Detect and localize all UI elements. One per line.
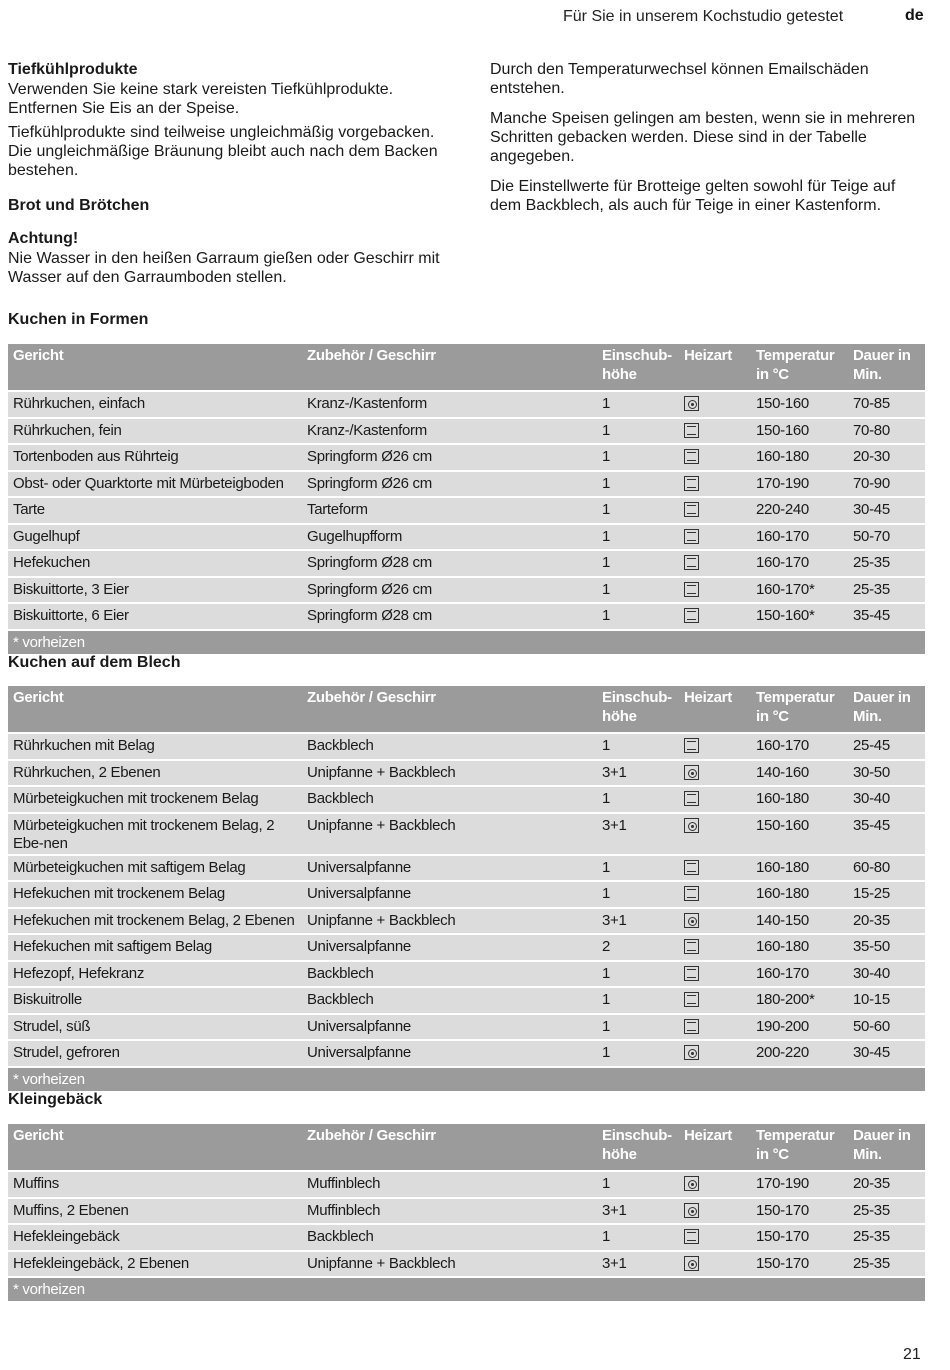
cell-zubehoer: Backblech: [307, 964, 374, 982]
table-row: [8, 960, 925, 987]
tiefkuehl-paragraph-2: Tiefkühlprodukte sind teilweise ungleichmäßig vorgebacken. Die ungleichmäßige Bräunung bleibt auch nach dem Backen bestehen.: [8, 124, 438, 179]
cell-gericht: Rührkuchen, einfach: [13, 395, 145, 412]
cell-dauer: 25-35: [853, 1254, 890, 1272]
cell-zubehoer: Kranz-/Kastenform: [307, 395, 427, 412]
table-row: [8, 1223, 925, 1250]
cell-einschub: 1: [602, 501, 611, 518]
header-cell-gericht: Gericht: [13, 1127, 64, 1144]
hot-air-fan-icon: [684, 913, 699, 928]
cell-einschub: 1: [602, 790, 611, 807]
table-row: [8, 732, 925, 759]
top-bottom-heat-icon: [684, 423, 699, 438]
hot-air-fan-icon: [684, 1045, 699, 1060]
header-cell-dauer: Dauer in Min.: [853, 1127, 911, 1163]
cell-heizart: [679, 1252, 751, 1277]
table-row: [8, 1039, 925, 1066]
table-row: [8, 443, 925, 470]
cell-gericht: Tarte: [13, 501, 45, 518]
table-header-row: [8, 344, 925, 390]
cell-dauer: 25-35: [853, 1201, 890, 1219]
cell-dauer: 10-15: [853, 991, 890, 1008]
top-bottom-heat-icon: [684, 791, 699, 806]
tiefkuehl-heading: Tiefkühlprodukte: [8, 61, 138, 78]
cell-temperatur: 150-160*: [756, 607, 815, 624]
cell-zubehoer: Unipfanne + Backblech: [307, 911, 456, 929]
table-row: [8, 1013, 925, 1040]
cell-temperatur: 190-200: [756, 1017, 809, 1035]
header-cell-einschub: Einschub-höhe: [602, 689, 672, 725]
cell-heizart: [679, 734, 751, 759]
top-bottom-heat-icon: [684, 502, 699, 517]
cell-temperatur: 140-160: [756, 763, 809, 781]
section-title-kleingebaeck: Kleingebäck: [8, 1091, 103, 1108]
cell-gericht: Gugelhupf: [13, 527, 80, 545]
cell-temperatur: 150-160: [756, 395, 809, 412]
cell-einschub: 1: [602, 607, 611, 624]
cell-temperatur: 160-180: [756, 790, 809, 807]
cell-gericht: Obst- oder Quarktorte mit Mürbeteigboden: [13, 474, 284, 492]
cell-dauer: 30-45: [853, 501, 890, 518]
header-cell-heizart: Heizart: [684, 1127, 732, 1144]
cell-zubehoer: Backblech: [307, 737, 374, 754]
cell-einschub: 1: [602, 421, 611, 439]
cell-gericht: Muffins, 2 Ebenen: [13, 1201, 129, 1219]
hot-air-fan-icon: [684, 1203, 699, 1218]
top-bottom-heat-icon: [684, 1019, 699, 1034]
top-bottom-heat-icon: [684, 476, 699, 491]
cell-heizart: [679, 419, 751, 444]
cell-temperatur: 150-160: [756, 421, 809, 439]
cell-zubehoer: Unipfanne + Backblech: [307, 816, 456, 834]
cell-heizart: [679, 578, 751, 603]
cell-zubehoer: Muffinblech: [307, 1175, 381, 1192]
cell-temperatur: 160-170: [756, 527, 809, 545]
cell-dauer: 25-35: [853, 1228, 890, 1245]
header-title: Für Sie in unserem Kochstudio getestet: [563, 8, 844, 25]
cell-einschub: 3+1: [602, 816, 627, 834]
top-bottom-heat-icon: [684, 1229, 699, 1244]
cell-zubehoer: Universalpfanne: [307, 938, 411, 955]
cell-zubehoer: Universalpfanne: [307, 885, 411, 902]
table-row: [8, 523, 925, 550]
cell-dauer: 20-35: [853, 1175, 890, 1192]
table-header-row: [8, 1124, 925, 1170]
cell-einschub: 1: [602, 580, 611, 598]
header-cell-heizart: Heizart: [684, 347, 732, 364]
cell-temperatur: 160-180: [756, 448, 809, 465]
cell-heizart: [679, 1015, 751, 1040]
cell-gericht: Hefekuchen mit trockenem Belag, 2 Ebenen: [13, 911, 295, 929]
page-number: 21: [903, 1346, 921, 1363]
cell-einschub: 1: [602, 1044, 611, 1061]
header-cell-gericht: Gericht: [13, 689, 64, 706]
header-cell-heizart: Heizart: [684, 689, 732, 706]
top-bottom-heat-icon: [684, 992, 699, 1007]
cell-temperatur: 160-180: [756, 938, 809, 955]
cell-gericht: Muffins: [13, 1175, 59, 1192]
hot-air-fan-icon: [684, 1256, 699, 1271]
table-row: [8, 549, 925, 576]
cell-heizart: [679, 1225, 751, 1250]
cell-einschub: 1: [602, 527, 611, 545]
table-footnote-row: [8, 1276, 925, 1301]
cell-einschub: 1: [602, 737, 611, 754]
cell-temperatur: 150-170: [756, 1254, 809, 1272]
footnote-text: * vorheizen: [13, 633, 85, 651]
top-bottom-heat-icon: [684, 738, 699, 753]
cell-gericht: Hefezopf, Hefekranz: [13, 964, 145, 982]
section-title-kuchen-in-formen: Kuchen in Formen: [8, 311, 149, 328]
cell-zubehoer: Tarteform: [307, 501, 368, 518]
cell-temperatur: 160-180: [756, 858, 809, 876]
tiefkuehl-paragraph-1: Verwenden Sie keine stark vereisten Tiefkühlprodukte. Entfernen Sie Eis an der Speise.: [8, 81, 394, 117]
top-bottom-heat-icon: [684, 886, 699, 901]
intro-right-paragraph-1: Durch den Temperaturwechsel können Emailschäden entstehen.: [490, 61, 869, 97]
cell-einschub: 1: [602, 885, 611, 902]
cell-zubehoer: Universalpfanne: [307, 858, 411, 876]
cell-einschub: 1: [602, 448, 611, 465]
cell-dauer: 70-80: [853, 421, 890, 439]
cell-heizart: [679, 882, 751, 907]
cell-gericht: Mürbeteigkuchen mit saftigem Belag: [13, 858, 246, 876]
cell-heizart: [679, 525, 751, 550]
cell-heizart: [679, 856, 751, 881]
intro-right-paragraph-3: Die Einstellwerte für Brotteige gelten sowohl für Teige auf dem Backblech, als auch für Teige in einer Kastenform.: [490, 178, 896, 214]
table-row: [8, 854, 925, 881]
top-bottom-heat-icon: [684, 939, 699, 954]
section-title-kuchen-auf-dem-blech: Kuchen auf dem Blech: [8, 654, 181, 671]
header-cell-zubehoer: Zubehör / Geschirr: [307, 689, 436, 706]
top-bottom-heat-icon: [684, 555, 699, 570]
table-row: [8, 986, 925, 1013]
cell-gericht: Biskuittorte, 3 Eier: [13, 580, 129, 598]
top-bottom-heat-icon: [684, 966, 699, 981]
cell-heizart: [679, 787, 751, 812]
cell-gericht: Strudel, gefroren: [13, 1044, 120, 1061]
cell-einschub: 1: [602, 858, 611, 876]
table-row: [8, 907, 925, 934]
table-row: [8, 880, 925, 907]
table-row: [8, 1250, 925, 1277]
header-cell-einschub: Einschub-höhe: [602, 1127, 672, 1163]
cell-einschub: 3+1: [602, 1201, 627, 1219]
cell-einschub: 3+1: [602, 911, 627, 929]
cell-temperatur: 160-170: [756, 554, 809, 571]
cell-gericht: Strudel, süß: [13, 1017, 91, 1035]
cell-zubehoer: Universalpfanne: [307, 1044, 411, 1061]
cell-zubehoer: Springform Ø26 cm: [307, 448, 432, 465]
cell-einschub: 1: [602, 554, 611, 571]
cell-zubehoer: Unipfanne + Backblech: [307, 1254, 456, 1272]
cell-heizart: [679, 604, 751, 629]
table-row: [8, 933, 925, 960]
achtung-heading: Achtung!: [8, 230, 79, 247]
cell-temperatur: 150-160: [756, 816, 809, 834]
cell-zubehoer: Universalpfanne: [307, 1017, 411, 1035]
top-bottom-heat-icon: [684, 529, 699, 544]
header-cell-temperatur: Temperatur in °C: [756, 347, 835, 383]
cell-heizart: [679, 498, 751, 523]
cell-heizart: [679, 761, 751, 786]
cell-temperatur: 200-220: [756, 1044, 809, 1061]
cell-temperatur: 170-190: [756, 474, 809, 492]
cell-zubehoer: Springform Ø26 cm: [307, 580, 432, 598]
cell-dauer: 30-45: [853, 1044, 890, 1061]
cell-temperatur: 160-180: [756, 885, 809, 902]
intro-right-column: [490, 60, 930, 215]
hot-air-fan-icon: [684, 1176, 699, 1191]
cell-dauer: 60-80: [853, 858, 890, 876]
cell-gericht: Mürbeteigkuchen mit trockenem Belag: [13, 790, 259, 807]
cell-heizart: [679, 1172, 751, 1197]
cell-zubehoer: Unipfanne + Backblech: [307, 763, 456, 781]
cell-gericht: Hefekuchen mit saftigem Belag: [13, 938, 212, 955]
cell-heizart: [679, 962, 751, 987]
cell-temperatur: 160-170: [756, 964, 809, 982]
cell-heizart: [679, 1199, 751, 1224]
table-row: [8, 812, 925, 854]
table-header-row: [8, 686, 925, 732]
cell-gericht: Biskuittorte, 6 Eier: [13, 607, 129, 624]
cell-einschub: 1: [602, 1017, 611, 1035]
table-footnote-row: [8, 1066, 925, 1091]
cell-dauer: 20-30: [853, 448, 890, 465]
header-cell-gericht: Gericht: [13, 347, 64, 364]
cell-temperatur: 170-190: [756, 1175, 809, 1192]
cell-heizart: [679, 909, 751, 934]
cell-temperatur: 150-170: [756, 1201, 809, 1219]
cell-einschub: 3+1: [602, 763, 627, 781]
cell-gericht: Tortenboden aus Rührteig: [13, 448, 179, 465]
header-cell-zubehoer: Zubehör / Geschirr: [307, 1127, 436, 1144]
cell-temperatur: 180-200*: [756, 991, 815, 1008]
cell-zubehoer: Backblech: [307, 1228, 374, 1245]
cell-zubehoer: Springform Ø28 cm: [307, 607, 432, 624]
header-cell-einschub: Einschub-höhe: [602, 347, 672, 383]
top-bottom-heat-icon: [684, 449, 699, 464]
cell-einschub: 2: [602, 938, 611, 955]
cell-dauer: 25-45: [853, 737, 890, 754]
cell-heizart: [679, 472, 751, 497]
cell-temperatur: 220-240: [756, 501, 809, 518]
footnote-text: * vorheizen: [13, 1281, 85, 1298]
cell-temperatur: 160-170: [756, 737, 809, 754]
cell-heizart: [679, 814, 751, 854]
hot-air-fan-icon: [684, 818, 699, 833]
cell-zubehoer: Kranz-/Kastenform: [307, 421, 427, 439]
cell-heizart: [679, 1041, 751, 1066]
footnote-text: * vorheizen: [13, 1070, 85, 1088]
table-row: [8, 759, 925, 786]
cell-gericht: Mürbeteigkuchen mit trockenem Belag, 2 Ebe-nen: [13, 816, 275, 852]
hot-air-fan-icon: [684, 396, 699, 411]
cell-einschub: 1: [602, 1175, 611, 1192]
cell-einschub: 1: [602, 395, 611, 412]
table-row: [8, 602, 925, 629]
table-row: [8, 417, 925, 444]
cell-gericht: Hefekuchen: [13, 554, 91, 571]
cell-dauer: 30-50: [853, 763, 890, 781]
cell-gericht: Hefekuchen mit trockenem Belag: [13, 885, 225, 902]
table-footnote-row: [8, 629, 925, 654]
cell-zubehoer: Gugelhupfform: [307, 527, 403, 545]
cell-dauer: 15-25: [853, 885, 890, 902]
cell-dauer: 70-85: [853, 395, 890, 412]
cell-einschub: 3+1: [602, 1254, 627, 1272]
top-bottom-heat-icon: [684, 582, 699, 597]
cell-dauer: 50-70: [853, 527, 890, 545]
cell-heizart: [679, 392, 751, 417]
header-cell-dauer: Dauer in Min.: [853, 347, 911, 383]
table-row: [8, 1170, 925, 1197]
cell-heizart: [679, 445, 751, 470]
cell-temperatur: 140-150: [756, 911, 809, 929]
header-cell-zubehoer: Zubehör / Geschirr: [307, 347, 436, 364]
cell-einschub: 1: [602, 991, 611, 1008]
cell-dauer: 70-90: [853, 474, 890, 492]
table-row: [8, 496, 925, 523]
intro-right-paragraph-2: Manche Speisen gelingen am besten, wenn sie in mehreren Schritten gebacken werden. Diese sind in der Tabelle angegeben.: [490, 110, 916, 165]
table-row: [8, 470, 925, 497]
cell-heizart: [679, 935, 751, 960]
header-cell-temperatur: Temperatur in °C: [756, 689, 835, 725]
cell-gericht: Rührkuchen mit Belag: [13, 737, 155, 754]
language-code: de: [905, 7, 924, 24]
table-row: [8, 576, 925, 603]
top-bottom-heat-icon: [684, 860, 699, 875]
cell-gericht: Rührkuchen, 2 Ebenen: [13, 763, 161, 781]
cell-gericht: Biskuitrolle: [13, 991, 82, 1008]
cell-gericht: Hefekleingebäck: [13, 1228, 120, 1245]
cell-dauer: 35-45: [853, 816, 890, 834]
table-row: [8, 785, 925, 812]
cell-temperatur: 150-170: [756, 1228, 809, 1245]
cell-zubehoer: Backblech: [307, 790, 374, 807]
cell-temperatur: 160-170*: [756, 580, 815, 598]
table-kuchen-auf-dem-blech: [8, 686, 925, 1091]
cell-dauer: 25-35: [853, 554, 890, 571]
hot-air-fan-icon: [684, 765, 699, 780]
cell-zubehoer: Muffinblech: [307, 1201, 381, 1219]
cell-einschub: 1: [602, 474, 611, 492]
cell-zubehoer: Springform Ø28 cm: [307, 554, 432, 571]
cell-heizart: [679, 988, 751, 1013]
cell-dauer: 30-40: [853, 790, 890, 807]
achtung-text: Nie Wasser in den heißen Garraum gießen oder Geschirr mit Wasser auf den Garraumboden stellen.: [8, 250, 440, 286]
cell-einschub: 1: [602, 964, 611, 982]
cell-dauer: 30-40: [853, 964, 890, 982]
table-row: [8, 390, 925, 417]
cell-dauer: 35-50: [853, 938, 890, 955]
cell-zubehoer: Backblech: [307, 991, 374, 1008]
cell-einschub: 1: [602, 1228, 611, 1245]
table-kuchen-in-formen: [8, 344, 925, 654]
cell-dauer: 25-35: [853, 580, 890, 598]
table-kleingebaeck: [8, 1124, 925, 1301]
table-row: [8, 1197, 925, 1224]
cell-dauer: 20-35: [853, 911, 890, 929]
cell-zubehoer: Springform Ø26 cm: [307, 474, 432, 492]
cell-heizart: [679, 551, 751, 576]
top-bottom-heat-icon: [684, 608, 699, 623]
cell-dauer: 35-45: [853, 607, 890, 624]
header-cell-temperatur: Temperatur in °C: [756, 1127, 835, 1163]
intro-left-column: [8, 60, 448, 287]
cell-gericht: Hefekleingebäck, 2 Ebenen: [13, 1254, 189, 1272]
brot-heading: Brot und Brötchen: [8, 197, 150, 214]
header-cell-dauer: Dauer in Min.: [853, 689, 911, 725]
cell-gericht: Rührkuchen, fein: [13, 421, 122, 439]
cell-dauer: 50-60: [853, 1017, 890, 1035]
